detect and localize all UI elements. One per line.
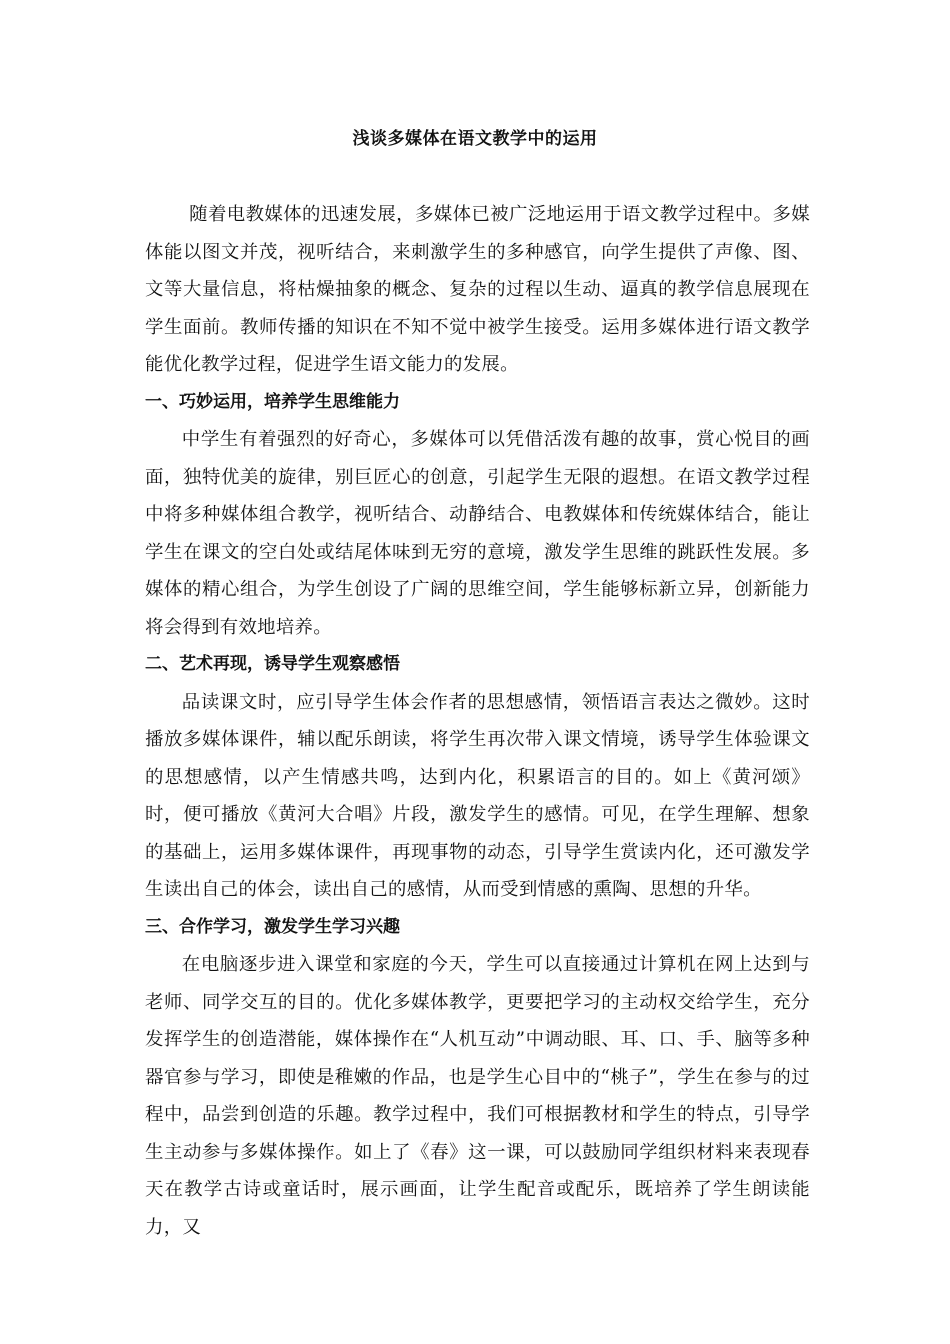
section-heading-3: 三、合作学习，激发学生学习兴趣 bbox=[145, 916, 400, 937]
document-body bbox=[145, 196, 810, 1246]
page-title: 浅谈多媒体在语文教学中的运用 bbox=[352, 129, 598, 149]
section-paragraph-1: 中学生有着强烈的好奇心，多媒体可以凭借活泼有趣的故事，赏心悦目的画面，独特优美的旋律，别巨匠心的创意，引起学生无限的遐想。在语文教学过程中将多种媒体组合教学，视听结合、动静结合、电教媒体和传统媒体结合，能让学生在课文的空白处或结尾体味到无穷的意境，激发学生思维的跳跃性发展。多媒体的精心组合，为学生创设了广阔的思维空间，学生能够标新立异，创新能力将会得到有效地培养。 bbox=[145, 429, 810, 638]
section-heading-1: 一、巧妙运用，培养学生思维能力 bbox=[145, 391, 400, 412]
section-paragraph-2: 品读课文时，应引导学生体会作者的思想感情，领悟语言表达之微妙。这时播放多媒体课件，辅以配乐朗读，将学生再次带入课文情境，诱导学生体验课文的思想感情，以产生情感共鸣，达到内化，积累语言的目的。如上《黄河颂》时，便可播放《黄河大合唱》片段，激发学生的感情。可见，在学生理解、想象的基础上，运用多媒体课件，再现事物的动态，引导学生赏读内化，还可激发学生读出自己的体会，读出自己的感情，从而受到情感的熏陶、思想的升华。 bbox=[145, 691, 810, 900]
section-heading-2: 二、艺术再现，诱导学生观察感悟 bbox=[145, 654, 400, 674]
section-paragraph-3: 在电脑逐步进入课堂和家庭的今天，学生可以直接通过计算机在网上达到与老师、同学交互的目的。优化多媒体教学，更要把学习的主动权交给学生，充分发挥学生的创造潜能，媒体操作在“人机互动”中调动眼、耳、口、手、脑等多种器官参与学习，即使是稚嫩的作品，也是学生心目中的“桃子”，学生在参与的过程中，品尝到创造的乐趣。教学过程中，我们可根据教材和学生的特点，引导学生主动参与多媒体操作。如上了《春》这一课，可以鼓励同学组织材料来表现春天在教学古诗或童话时，展示画面，让学生配音或配乐，既培养了学生朗读能力，又 bbox=[145, 954, 810, 1238]
intro-paragraph: 随着电教媒体的迅速发展，多媒体已被广泛地运用于语文教学过程中。多媒体能以图文并茂，视听结合，来刺激学生的多种感官，向学生提供了声像、图、文等大量信息，将枯燥抽象的概念、复杂的过程以生动、逼真的教学信息展现在学生面前。教师传播的知识在不知不觉中被学生接受。运用多媒体进行语文教学能优化教学过程，促进学生语文能力的发展。 bbox=[145, 204, 810, 375]
